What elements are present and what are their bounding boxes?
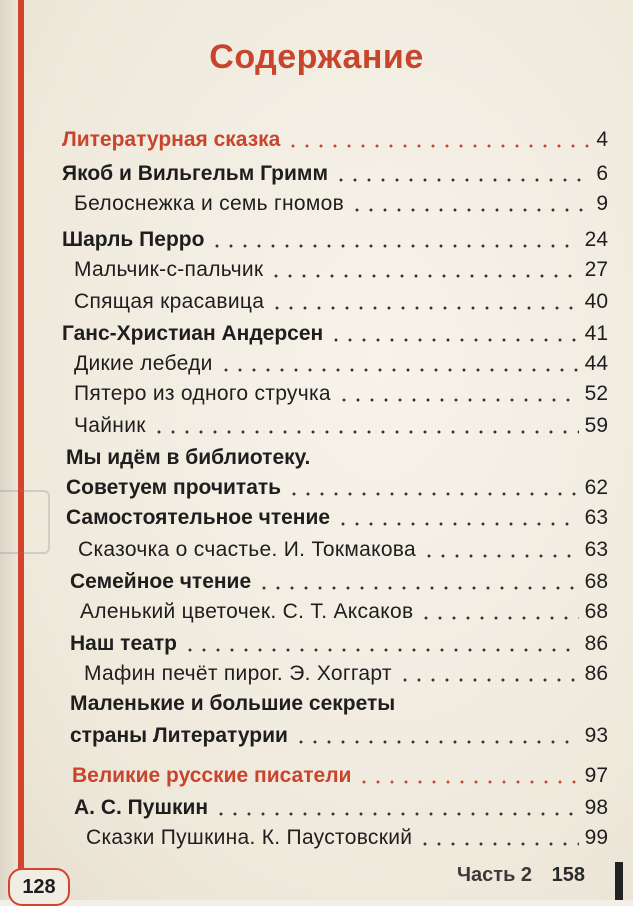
toc-entry-page: 6 — [596, 162, 608, 185]
toc-entry — [70, 626, 608, 656]
toc-entry-page: 41 — [584, 322, 608, 345]
toc-entry-page: 9 — [596, 192, 608, 215]
toc-entry-page: 68 — [584, 570, 608, 593]
toc-entry-page: 27 — [584, 258, 608, 281]
page-title: Содержание — [209, 38, 424, 76]
toc-entry-title: Мы идём в библиотеку. — [66, 446, 311, 469]
toc-entry — [74, 376, 608, 406]
toc-entry-title: Сказки Пушкина. К. Паустовский — [86, 826, 413, 849]
toc-entry-title: Дикие лебеди — [74, 352, 213, 375]
toc-entry — [70, 718, 608, 748]
dot-leader — [398, 678, 579, 682]
toc-entry-title: Чайник — [74, 414, 146, 437]
toc-entry-title: Шарль Перро — [62, 228, 205, 251]
dot-leader — [183, 648, 579, 652]
toc-entry — [62, 156, 608, 186]
dot-leader — [269, 274, 578, 278]
toc-entry-page: 63 — [584, 538, 608, 561]
toc-entry-title: Якоб и Вильгельм Гримм — [62, 162, 328, 185]
toc-entry-title: Советуем прочитать — [66, 476, 282, 499]
dot-leader — [294, 740, 579, 744]
toc-entry — [74, 252, 608, 282]
toc-entry — [74, 284, 608, 314]
toc-entry-page: 4 — [596, 128, 608, 151]
toc-entry-page: 98 — [584, 796, 608, 819]
toc-entry — [78, 532, 608, 562]
toc-entry-page: 97 — [584, 764, 608, 787]
footer-right — [457, 864, 585, 887]
toc-entry — [72, 758, 608, 788]
toc-entry-title: Пятеро из одного стручка — [74, 382, 331, 405]
toc-entry-page: 86 — [584, 632, 608, 655]
toc-entry-title: Маленькие и большие секреты — [70, 692, 396, 715]
dot-leader — [329, 338, 578, 342]
dot-leader — [214, 812, 579, 816]
toc-entry — [74, 346, 608, 376]
page-number-right: 158 — [551, 864, 585, 886]
toc-entry — [74, 408, 608, 438]
dot-leader — [219, 368, 579, 372]
toc-entry-page: 99 — [584, 826, 608, 849]
dot-leader — [257, 586, 578, 590]
toc-entry-page: 93 — [584, 724, 608, 747]
toc-entry-page: 52 — [584, 382, 608, 405]
toc-entry — [74, 790, 608, 820]
toc-entry-page: 68 — [584, 600, 608, 623]
dot-leader — [350, 208, 590, 212]
toc-entry-page: 40 — [584, 290, 608, 313]
dot-leader — [418, 842, 578, 846]
toc-entry — [74, 186, 608, 216]
toc-entry-title: Спящая красавица — [74, 290, 265, 313]
toc-entry-page: 62 — [584, 476, 608, 499]
toc-entry-title: Наш театр — [70, 632, 177, 655]
page-number-left: 128 — [8, 868, 70, 906]
footer-bar — [615, 862, 623, 900]
toc-entry — [66, 470, 608, 500]
dot-leader — [422, 554, 579, 558]
toc-entry-title: Аленький цветочек. С. Т. Аксаков — [80, 600, 414, 623]
dot-leader — [270, 306, 578, 310]
toc-entry-title: Великие русские писатели — [72, 764, 352, 787]
toc-entry-title: Сказочка о счастье. И. Токмакова — [78, 538, 417, 561]
toc-entry-page: 44 — [584, 352, 608, 375]
toc-entry-title: А. С. Пушкин — [74, 796, 209, 819]
toc-entry — [84, 656, 608, 686]
toc-entry — [66, 500, 608, 530]
toc-entry-title: Ганс-Христиан Андерсен — [62, 322, 324, 345]
toc-entry-title: Семейное чтение — [70, 570, 252, 593]
dot-leader — [286, 144, 590, 148]
dot-leader — [336, 522, 579, 526]
toc-entry — [66, 440, 608, 470]
toc-entry — [70, 686, 608, 716]
dot-leader — [334, 178, 590, 182]
toc-entry-title: Белоснежка и семь гномов — [74, 192, 345, 215]
toc-entry-page: 24 — [584, 228, 608, 251]
toc-entry-title: Мафин печёт пирог. Э. Хоггарт — [84, 662, 392, 685]
dot-leader — [419, 616, 578, 620]
dot-leader — [210, 244, 578, 248]
dot-leader — [337, 398, 579, 402]
part-label: Часть 2 — [456, 864, 533, 886]
toc-entry — [62, 222, 608, 252]
toc-entry — [86, 820, 608, 850]
toc-entry — [80, 594, 608, 624]
toc-entry-title: страны Литературии — [70, 724, 288, 747]
dot-leader — [357, 780, 578, 784]
toc-entry-title: Самостоятельное чтение — [66, 506, 331, 529]
toc-entry — [62, 316, 608, 346]
toc-entry-page: 59 — [584, 414, 608, 437]
toc-entry-page: 86 — [584, 662, 608, 685]
toc-entry-page: 63 — [584, 506, 608, 529]
toc-entry — [62, 122, 608, 152]
toc-entry-title: Мальчик-с-пальчик — [74, 258, 264, 281]
toc-entry-title: Литературная сказка — [62, 128, 281, 151]
dot-leader — [287, 492, 579, 496]
toc-entry — [70, 564, 608, 594]
dot-leader — [152, 430, 579, 434]
